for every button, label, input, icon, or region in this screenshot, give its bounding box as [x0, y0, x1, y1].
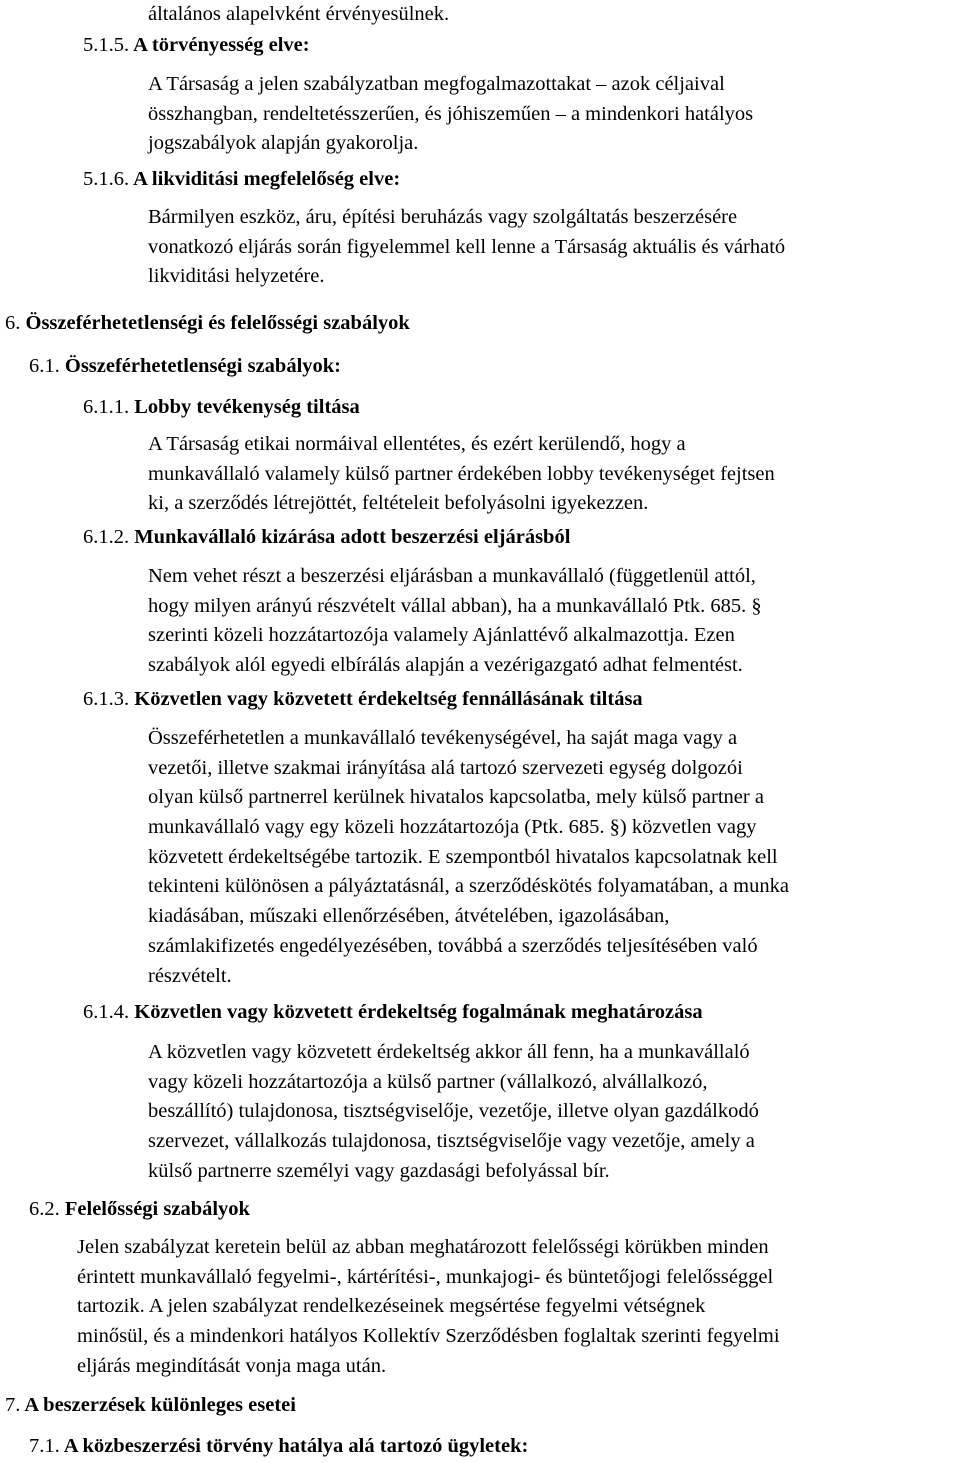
intro-line: általános alapelvként érvényesülnek.	[148, 3, 450, 25]
heading-5-1-6	[83, 168, 400, 191]
text-line: számlakifizetés engedélyezésében, továbbá a szerződés teljesítésében való	[148, 934, 758, 957]
text-line: kiadásában, műszaki ellenőrzésében, átvételében, igazolásában,	[148, 905, 670, 928]
section-title: Összeférhetetlenségi és felelősségi szabályok	[25, 312, 410, 334]
section-title: Összeférhetetlenségi szabályok:	[64, 355, 341, 377]
section-title: Közvetlen vagy közvetett érdekeltség fennállásának tiltása	[134, 688, 643, 710]
text-line: érintett munkavállaló fegyelmi-, kártérítési-, munkajogi- és büntetőjogi felelősséggel	[77, 1265, 774, 1288]
heading-6-1-4	[83, 1001, 703, 1024]
paragraph-6-1-1	[148, 430, 775, 519]
section-number: 6.1.1.	[83, 396, 130, 418]
text-line: beszállító) tulajdonosa, tisztségviselője, vezetője, illetve olyan gazdálkodó	[148, 1100, 759, 1123]
text-line: hogy milyen arányú részvételt vállal abban), ha a munkavállaló Ptk. 685. §	[148, 594, 762, 617]
section-title: A beszerzések különleges esetei	[24, 1394, 296, 1416]
heading-6-1-2	[83, 526, 570, 549]
text-line: tartozik. A jelen szabályzat rendelkezéseinek megsértése fegyelmi vétségnek	[77, 1295, 706, 1318]
text-line: A Társaság a jelen szabályzatban megfogalmazottakat – azok céljaival	[148, 73, 725, 95]
section-number: 6.2.	[29, 1198, 60, 1220]
heading-6-1-3	[83, 688, 643, 711]
paragraph-5-1-5	[148, 70, 753, 159]
heading-6	[5, 312, 410, 335]
text-line: részvételt.	[148, 964, 232, 987]
paragraph-6-1-2	[148, 562, 762, 681]
text-line: eljárás megindítását vonja maga után.	[77, 1354, 387, 1377]
text-line: összhangban, rendeltetésszerűen, és jóhiszeműen – a mindenkori hatályos	[148, 102, 754, 125]
heading-6-1-1	[83, 396, 360, 419]
paragraph-6-2	[77, 1233, 780, 1381]
text-line: vonatkozó eljárás során figyelemmel kell lenne a Társaság aktuális és várható	[148, 235, 786, 258]
section-title: A közbeszerzési törvény hatálya alá tartozó ügyletek:	[63, 1435, 529, 1457]
section-number: 6.	[5, 312, 21, 334]
text-line: közvetett érdekeltségébe tartozik. E szempontból hivatalos kapcsolatnak kell	[148, 845, 778, 868]
text-line: külső partnerre személyi vagy gazdasági befolyással bír.	[148, 1159, 610, 1182]
section-number: 6.1.4.	[83, 1001, 130, 1023]
text-line: szabályok alól egyedi elbírálás alapján a vezérigazgató adhat felmentést.	[148, 654, 743, 677]
heading-5-1-5	[83, 34, 310, 57]
text-line: szervezet, vállalkozás tulajdonosa, tisztségviselője vagy vezetője, amely a	[148, 1130, 755, 1153]
text-line: A közvetlen vagy közvetett érdekeltség akkor áll fenn, ha a munkavállaló	[148, 1041, 750, 1063]
section-title: A likviditási megfelelőség elve:	[133, 168, 401, 190]
text-line: olyan külső partnerrel kerülnek hivatalos kapcsolatba, mely külső partner a	[148, 786, 764, 809]
text-line: ki, a szerződés létrejöttét, feltételeit befolyásolni igyekezzen.	[148, 492, 649, 515]
section-number: 6.1.	[29, 355, 60, 377]
heading-7	[5, 1394, 296, 1417]
section-number: 5.1.5.	[83, 34, 130, 56]
text-line: szerinti közeli hozzátartozója valamely Ajánlattévő alkalmazottja. Ezen	[148, 624, 735, 647]
text-line: Összeférhetetlen a munkavállaló tevékenységével, ha saját maga vagy a	[148, 727, 738, 749]
section-title: Felelősségi szabályok	[64, 1198, 250, 1220]
text-line: minősül, és a mindenkori hatályos Kollektív Szerződésben foglaltak szerinti fegyelmi	[77, 1325, 780, 1348]
paragraph-6-1-4	[148, 1038, 759, 1186]
text-line: A Társaság etikai normáival ellentétes, és ezért kerülendő, hogy a	[148, 433, 686, 455]
text-line: Nem vehet részt a beszerzési eljárásban a munkavállaló (függetlenül attól,	[148, 565, 756, 587]
text-line: tekinteni különösen a pályáztatásnál, a szerződéskötés folyamatában, a munka	[148, 875, 789, 898]
section-title: Lobby tevékenység tiltása	[134, 396, 360, 418]
section-title: A törvényesség elve:	[133, 34, 310, 56]
section-number: 5.1.6.	[83, 168, 130, 190]
heading-6-2	[29, 1198, 250, 1221]
section-number: 7.	[5, 1394, 21, 1416]
text-line: munkavállaló valamely külső partner érdekében lobby tevékenységet fejtsen	[148, 462, 775, 485]
text-line: Bármilyen eszköz, áru, építési beruházás vagy szolgáltatás beszerzésére	[148, 206, 738, 228]
section-number: 6.1.3.	[83, 688, 130, 710]
text-line: jogszabályok alapján gyakorolja.	[148, 132, 419, 155]
heading-7-1	[29, 1435, 528, 1458]
text-line: vagy közeli hozzátartozója a külső partner (vállalkozó, alvállalkozó,	[148, 1070, 708, 1093]
paragraph-6-1-3	[148, 724, 789, 991]
heading-6-1	[29, 355, 341, 378]
section-title: Munkavállaló kizárása adott beszerzési eljárásból	[134, 526, 571, 548]
text-line: munkavállaló vagy egy közeli hozzátartozója (Ptk. 685. §) közvetlen vagy	[148, 816, 757, 839]
section-title: Közvetlen vagy közvetett érdekeltség fogalmának meghatározása	[134, 1001, 703, 1023]
section-number: 6.1.2.	[83, 526, 130, 548]
paragraph-5-1-6	[148, 203, 785, 292]
text-line: Jelen szabályzat keretein belül az abban meghatározott felelősségi körükben minden	[77, 1236, 769, 1258]
section-number: 7.1.	[29, 1435, 60, 1457]
text-line: vezetői, illetve szakmai irányítása alá tartozó szervezeti egység dolgozói	[148, 756, 743, 779]
text-line: likviditási helyzetére.	[148, 265, 325, 288]
